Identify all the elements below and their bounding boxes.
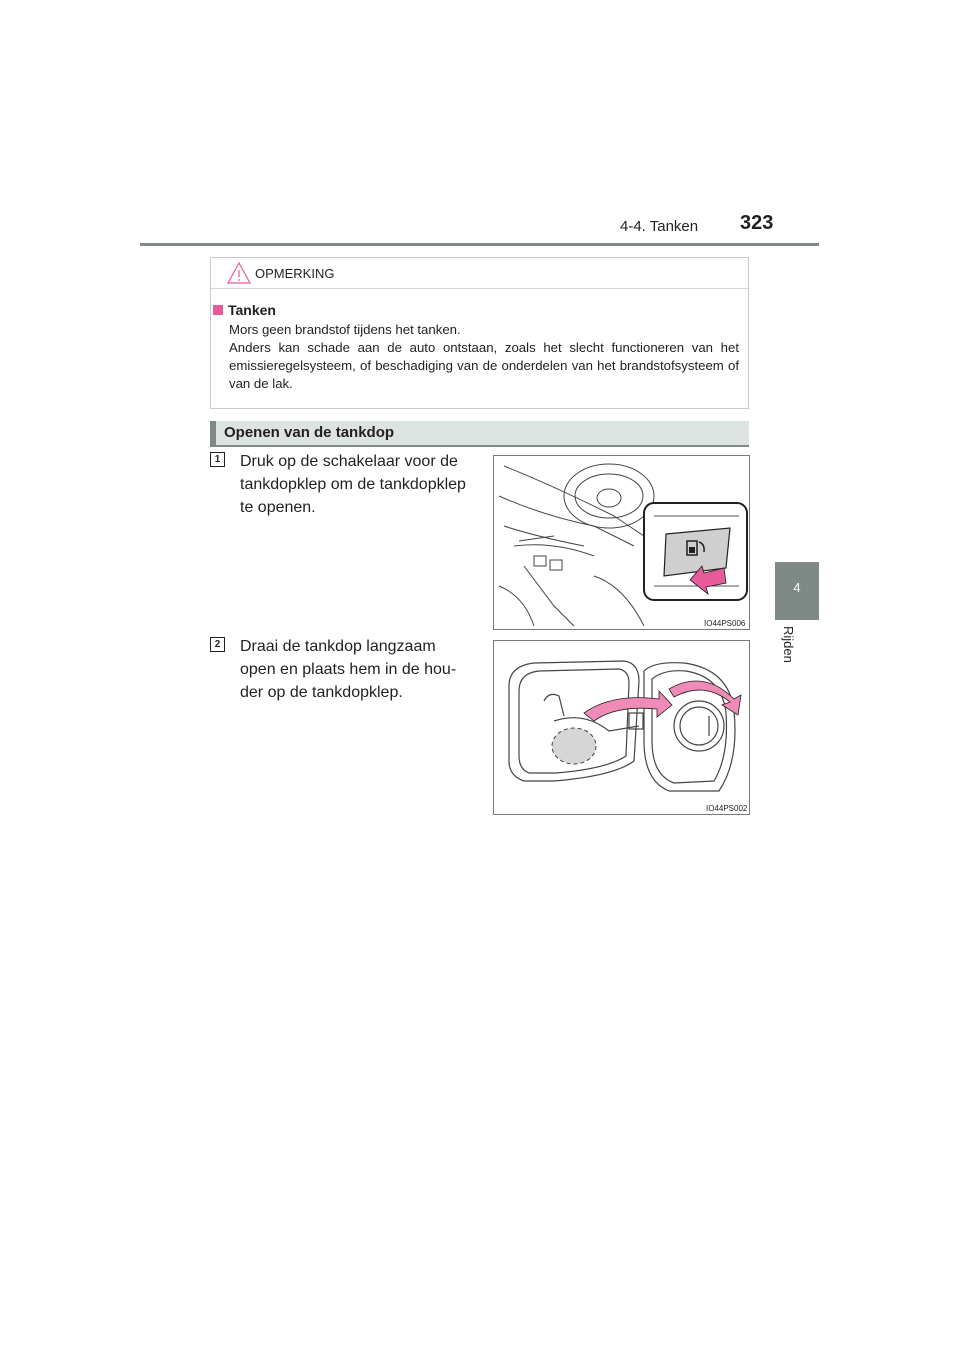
figure-code: IO44PS006: [704, 619, 746, 628]
step-1-text: [240, 450, 476, 519]
chapter-label: Rijden: [781, 626, 796, 663]
chapter-label-container: [781, 626, 811, 686]
section-title-bar: [210, 421, 749, 447]
step-number-1: 1: [210, 452, 225, 467]
bullet-square-icon: [213, 305, 223, 315]
step-2-text: [240, 635, 476, 704]
section-header: 4-4. Tanken: [620, 218, 699, 235]
step-number-2: 2: [210, 637, 225, 652]
chapter-tab[interactable]: [775, 562, 819, 620]
notice-box: [210, 257, 749, 409]
section-bar-accent: [210, 421, 216, 445]
step-line: der op de tankdopklep.: [240, 684, 403, 701]
fuel-cap-illustration: [494, 641, 749, 814]
step-line: tankdopklep om de tankdopklep: [240, 476, 466, 493]
dashboard-illustration: [494, 456, 749, 629]
step-line: te openen.: [240, 499, 316, 516]
figure-code: IO44PS002: [706, 804, 748, 813]
step-line: Druk op de schakelaar voor de: [240, 453, 458, 470]
page-number: 323: [740, 212, 774, 234]
fuel-cap-figure: [493, 640, 750, 815]
warning-icon: [227, 261, 251, 285]
notice-item-title-text: Tanken: [228, 302, 276, 318]
notice-header: [211, 258, 748, 289]
step-line: open en plaats hem in de hou-: [240, 661, 457, 678]
fuel-door-switch-figure: [493, 455, 750, 630]
notice-line: Anders kan schade aan de auto ontstaan, zoals het slecht functioneren van het emissieregelsysteem, of beschadiging van de onderdelen van het brandstofsysteem of van de lak.: [229, 340, 739, 391]
chapter-number: 4: [793, 580, 801, 595]
notice-item-title: [213, 302, 276, 318]
header-rule: [140, 243, 819, 246]
notice-body: [229, 321, 739, 393]
notice-heading: OPMERKING: [255, 266, 335, 281]
notice-line: Mors geen brandstof tijdens het tanken.: [229, 322, 461, 337]
section-title: Openen van de tankdop: [224, 424, 395, 441]
step-line: Draai de tankdop langzaam: [240, 638, 436, 655]
